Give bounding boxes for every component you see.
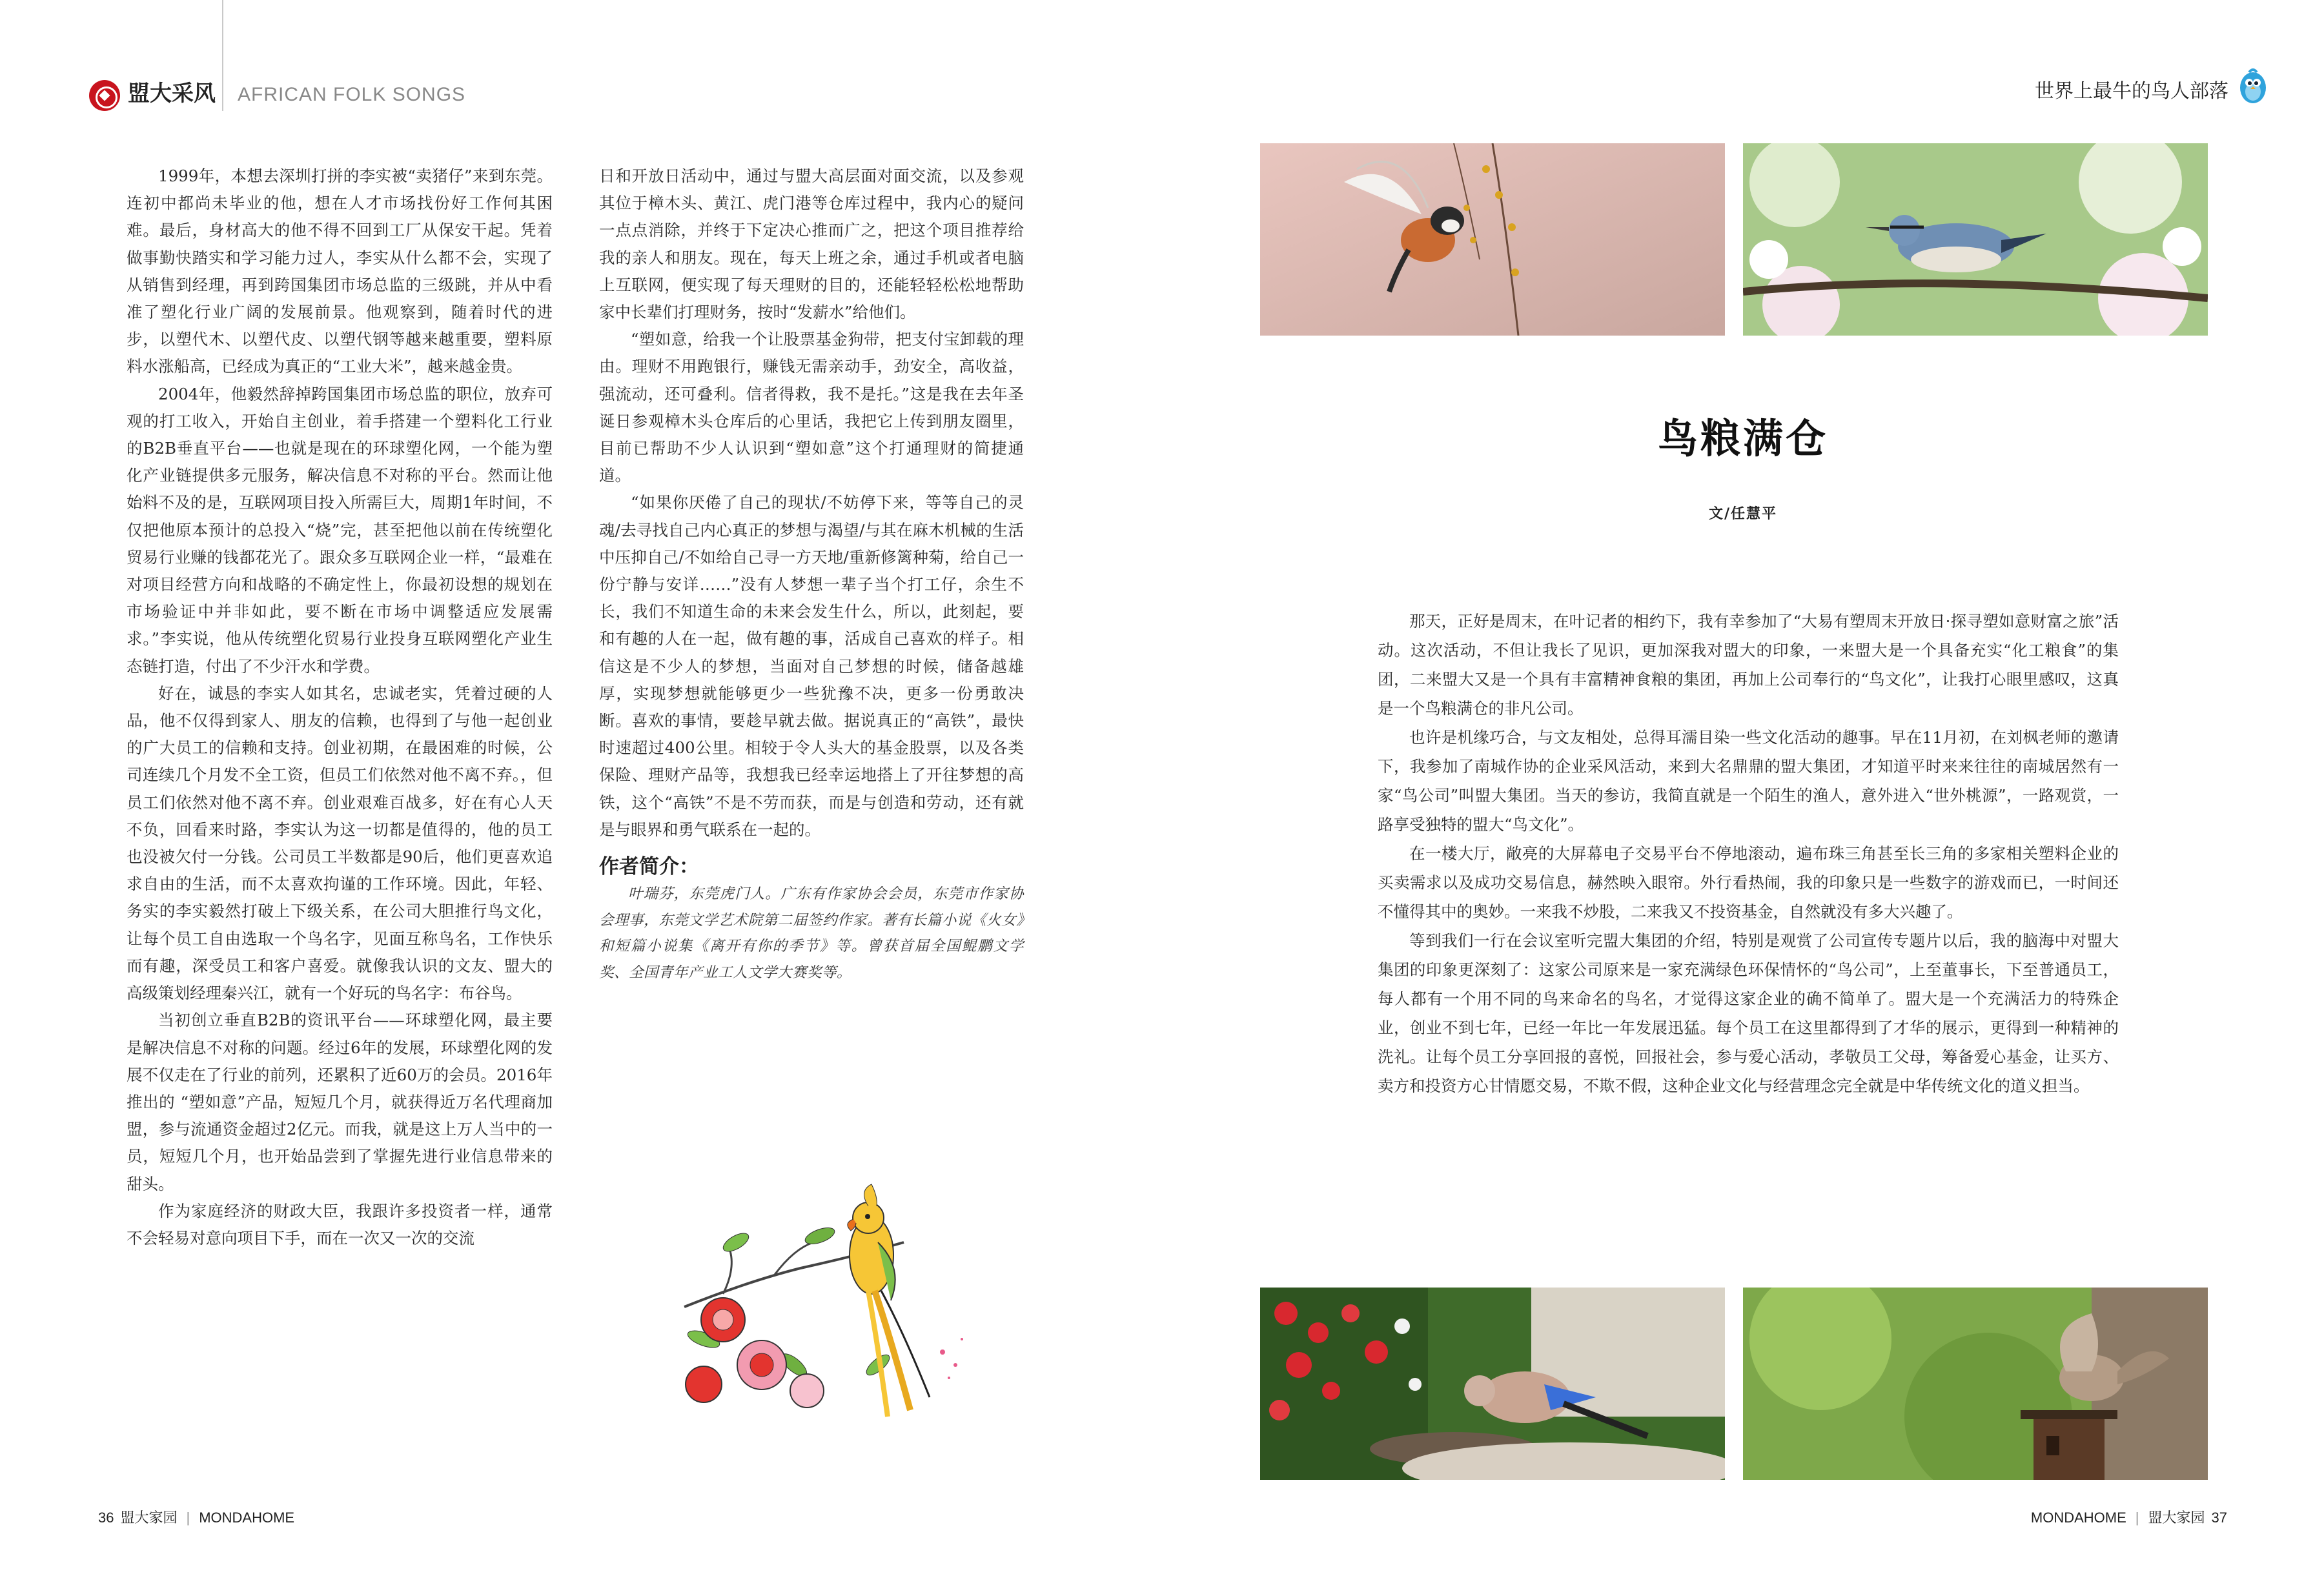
parrot-flower-illustration bbox=[646, 1171, 994, 1430]
page-number-left: 36 bbox=[98, 1510, 114, 1526]
paragraph: 2004年，他毅然辞掉跨国集团市场总监的职位，放弃可观的打工收入，开始自主创业，着手搭建一个塑料化工行业的B2B垂直平台——也就是现在的环球塑化网，一个能为塑化产业链提供多元服务，解决信息不对称的平台。然而让他始料不及的是，互联网项目投入所需巨大，周期1年时间，不仅把他原本预计的总投入“烧”完，甚至把他以前在传统塑化贸易行业赚的钱都花光了。跟众多互联网企业一样，“最难在对项目经营方向和战略的不确定性上，你最初设想的规划在市场验证中并非如此，要不断在市场中调整适应发展需求。”李实说，他从传统塑化贸易行业投身互联网塑化产业生态链打造，付出了不少汗水和学费。 bbox=[127, 384, 553, 676]
bird-photo-3 bbox=[1260, 1288, 1725, 1480]
bird-mascot-icon bbox=[2236, 67, 2270, 106]
footer-right bbox=[2031, 1506, 2227, 1530]
footer-divider: | bbox=[186, 1510, 190, 1526]
paragraph: “塑如意，给我一个让股票基金狗带，把支付宝卸载的理由。理财不用跑银行，赚钱无需亲动手，劲安全，高收益，强流动，还可叠利。信者得救，我不是托。”这是我在去年圣诞日参观樟木头仓库后的心里话，我把它上传到朋友圈里，目前已帮助不少人认识到“塑如意”这个打通理财的简捷通道。 bbox=[599, 330, 1024, 485]
article-title: 鸟粮满仓 bbox=[1657, 415, 1828, 462]
paragraph-continued: 日和开放日活动中，通过与盟大高层面对面交流，以及参观其位于樟木头、黄江、虎门港等仓库过程中，我内心的疑问一点点消除，并终于下定决心推而广之，把这个项目推荐给我的亲人和朋友。现在，每天上班之余，通过手机或者电脑上互联网，便实现了每天理财的目的，还能轻轻松松地帮助家中长辈们打理财务，按时“发薪水”给他们。 bbox=[599, 167, 1024, 322]
paragraph: 好在，诚恳的李实人如其名，忠诚老实，凭着过硬的人品，他不仅得到家人、朋友的信赖，也得到了与他一起创业的广大员工的信赖和支持。创业初期，在最困难的时候，公司连续几个月发不全工资，但员工们依然对他不离不弃。，但员工们依然对他不离不弃。创业艰难百战多，好在有心人天不负，回看来时路，李实认为这一切都是值得的，他的员工也没被欠付一分钱。公司员工半数都是90后，他们更喜欢追求自由的生活，而不太喜欢拘谨的工作环境。因此，年轻、务实的李实毅然打破上下级关系，在公司大胆推行鸟文化，让每个员工自由选取一个鸟名字，见面互称鸟名，工作快乐而有趣，深受员工和客户喜爱。就像我认识的文友、盟大的高级策划经理秦兴江，就有一个好玩的鸟名字：布谷鸟。 bbox=[127, 683, 553, 1003]
paragraph: 那天，正好是周末，在叶记者的相约下，我有幸参加了“大易有塑周末开放日·探寻塑如意财富之旅”活动。这次活动，不但让我长了见识，更加深我对盟大的印象，一来盟大是一个具备充实“化工粮食”的集团，二来盟大又是一个具有丰富精神食粮的集团，再加上公司奉行的“鸟文化”，让我打心眼里感叹，这真是一个鸟粮满仓的非凡公司。 bbox=[1378, 612, 2119, 718]
paragraph: 作为家庭经济的财政大臣，我跟许多投资者一样，通常不会轻易对意向项目下手，而在一次又一次的交流 bbox=[127, 1201, 553, 1248]
header-brand-cn: 盟大采风 bbox=[128, 81, 216, 106]
footer-magazine-cn: 盟大家园 bbox=[2148, 1510, 2205, 1526]
article-column-3 bbox=[1378, 607, 2119, 1100]
bird-photo-2 bbox=[1743, 143, 2208, 336]
article-byline: 文/任慧平 bbox=[1708, 505, 1778, 522]
footer-magazine-cn: 盟大家园 bbox=[120, 1510, 178, 1526]
footer-magazine-en: MONDAHOME bbox=[199, 1510, 295, 1526]
article-column-1 bbox=[127, 163, 553, 1252]
header-divider bbox=[222, 0, 223, 111]
brand-logo-icon bbox=[89, 80, 120, 111]
footer-left bbox=[98, 1506, 294, 1530]
paragraph: 1999年，本想去深圳打拼的李实被“卖猪仔”来到东莞。连初中都尚未毕业的他，想在人才市场找份好工作何其困难。最后，身材高大的他不得不回到工厂从保安干起。凭着做事勤快踏实和学习能力过人，李实从什么都不会，实现了从销售到经理，再到跨国集团市场总监的三级跳，并从中看准了塑化行业广阔的发展前景。他观察到，随着时代的进步，以塑代木、以塑代皮、以塑代钢等越来越重要，塑料原料水涨船高，已经成为真正的“工业大米”，越来越金贵。 bbox=[127, 167, 553, 376]
paragraph: “如果你厌倦了自己的现状/不妨停下来，等等自己的灵魂/去寻找自己内心真正的梦想与渴望/与其在麻木机械的生活中压抑自己/不如给自己寻一方天地/重新修篱种菊，给自己一份宁静与安详……”没有人梦想一辈子当个打工仔，余生不长，我们不知道生命的未来会发生什么，所以，此刻起，要和有趣的人在一起，做有趣的事，活成自己喜欢的样子。相信这是不少人的梦想，当面对自己梦想的时候，储备越雄厚，实现梦想就能够更少一些犹豫不决，更多一份勇敢决断。喜欢的事情，要趁早就去做。据说真正的“高铁”，最快时速超过400公里。相较于令人头大的基金股票，以及各类保险、理财产品等，我想我已经幸运地搭上了开往梦想的高铁，这个“高铁”不是不劳而获，而是与创造和劳动，还有就是与眼界和勇气联系在一起的。 bbox=[599, 493, 1024, 839]
footer-magazine-en: MONDAHOME bbox=[2030, 1510, 2126, 1526]
paragraph: 当初创立垂直B2B的资讯平台——环球塑化网，最主要是解决信息不对称的问题。经过6年的发展，环球塑化网的发展不仅走在了行业的前列，还累积了近60万的会员。2016年推出的 “塑如意”产品，短短几个月，就获得近万名代理商加盟，参与流通资金超过2亿元。而我，就是这上万人当中的一员，短短几个月，也开始品尝到了掌握先进行业信息带来的甜头。 bbox=[127, 1011, 553, 1193]
author-bio-heading: 作者简介： bbox=[599, 855, 699, 879]
header-right-title: 世界上最牛的鸟人部落 bbox=[2035, 80, 2228, 103]
paragraph: 等到我们一行在会议室听完盟大集团的介绍，特别是观赏了公司宣传专题片以后，我的脑海中对盟大集团的印象更深刻了：这家公司原来是一家充满绿色环保情怀的“鸟公司”，上至董事长，下至普通员工，每人都有一个用不同的鸟来命名的鸟名，才觉得这家企业的确不简单了。盟大是一个充满活力的特殊企业，创业不到七年，已经一年比一年发展迅猛。每个员工在这里都得到了才华的展示，更得到一种精神的洗礼。让每个员工分享回报的喜悦，回报社会，参与爱心活动，孝敬员工父母，筹备爱心基金，让买方、卖方和投资方心甘情愿交易，不欺不假，这种企业文化与经营理念完全就是中华传统文化的道义担当。 bbox=[1378, 931, 2119, 1095]
bird-photo-4 bbox=[1743, 1288, 2208, 1480]
bird-photo-1 bbox=[1260, 143, 1725, 336]
article-column-2 bbox=[599, 163, 1024, 985]
page-number-right: 37 bbox=[2211, 1510, 2227, 1526]
paragraph: 在一楼大厅，敞亮的大屏幕电子交易平台不停地滚动，遍布珠三角甚至长三角的多家相关塑料企业的买卖需求以及成功交易信息，赫然映入眼帘。外行看热闹，我的印象只是一些数字的游戏而已，一时间还不懂得其中的奥妙。一来我不炒股，二来我又不投资基金，自然就没有多大兴趣了。 bbox=[1378, 844, 2119, 921]
paragraph: 也许是机缘巧合，与文友相处，总得耳濡目染一些文化活动的趣事。早在11月初，在刘枫老师的邀请下，我参加了南城作协的企业采风活动，来到大名鼎鼎的盟大集团，才知道平时来来往往的南城居然有一家“鸟公司”叫盟大集团。当天的参访，我简直就是一个陌生的渔人，意外进入“世外桃源”，一路观赏，一路享受独特的盟大“鸟文化”。 bbox=[1378, 728, 2119, 834]
header-section-en: AFRICAN FOLK SONGS bbox=[238, 84, 466, 105]
author-bio-text: 叶瑞芬，东莞虎门人。广东有作家协会会员，东莞市作家协会理事，东莞文学艺术院第二届签约作家。著有长篇小说《火女》和短篇小说集《离开有你的季节》等。曾获首届全国鲲鹏文学奖、全国青年产业工人文学大赛奖等。 bbox=[599, 885, 1024, 981]
footer-divider: | bbox=[2135, 1510, 2139, 1526]
